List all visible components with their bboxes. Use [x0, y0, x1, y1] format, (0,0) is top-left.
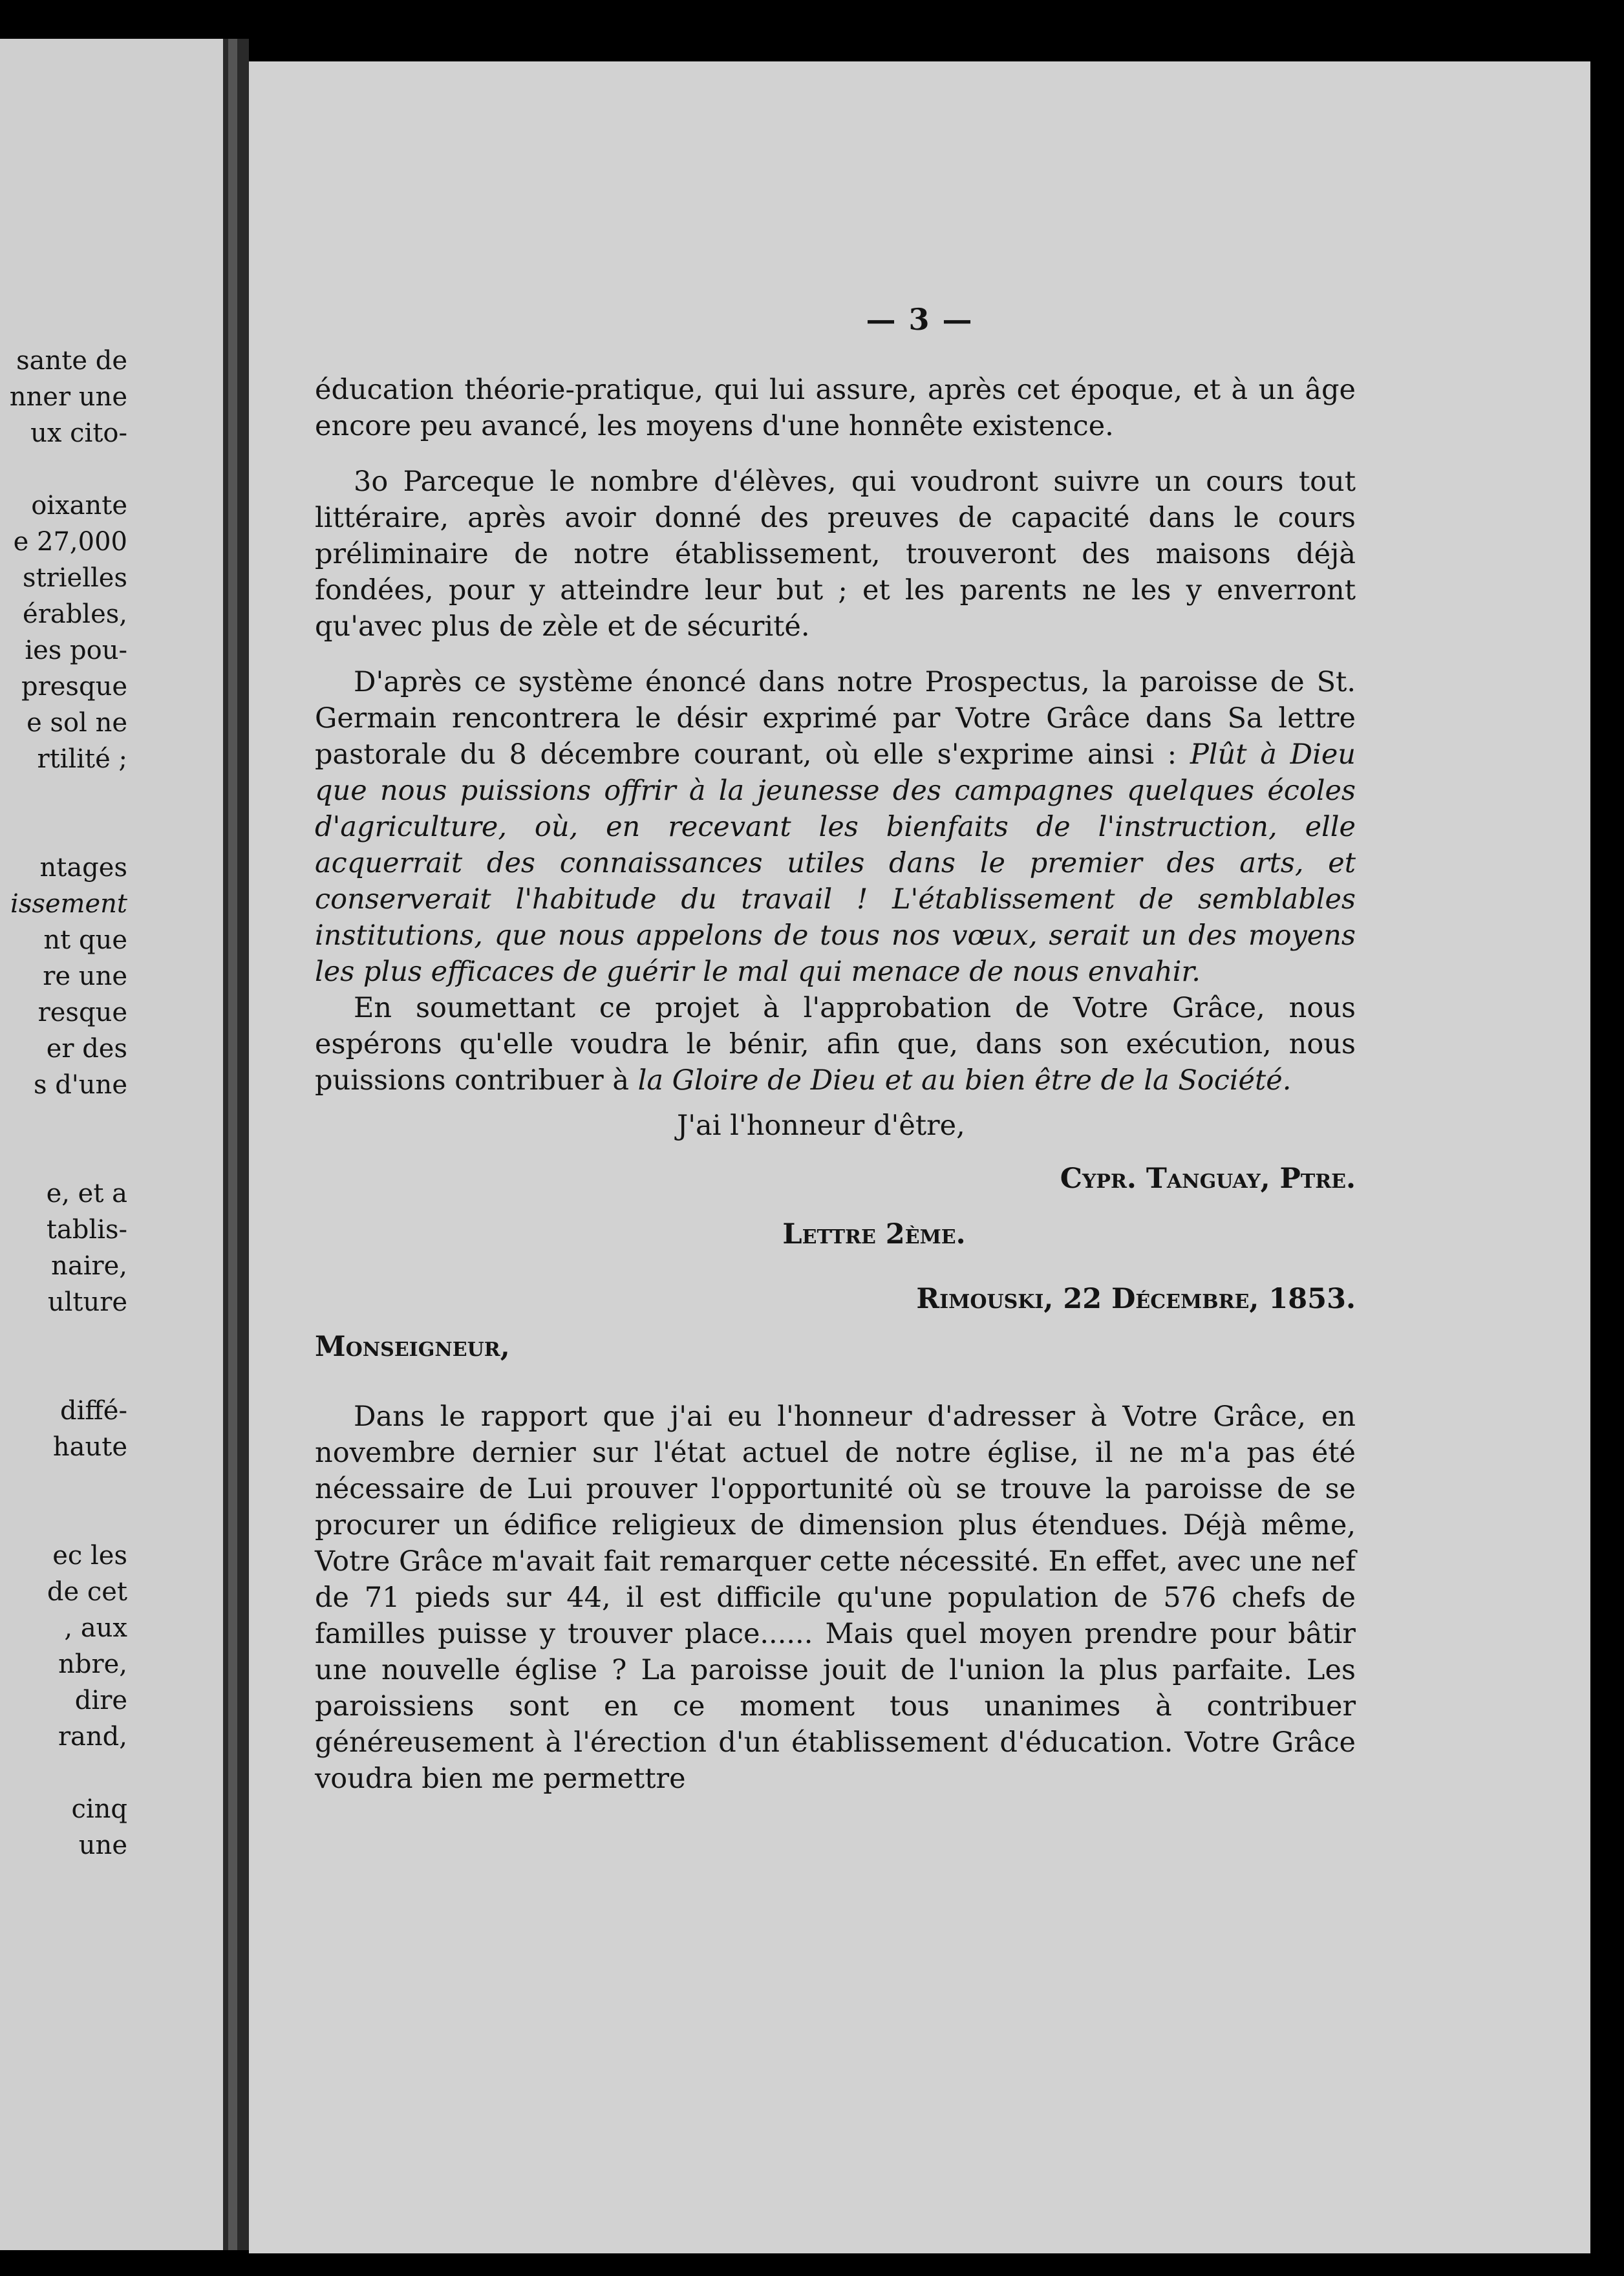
left-page-line: érables,	[23, 599, 127, 629]
dateline-text: Rimouski, 22 Décembre, 1853.	[916, 1283, 1356, 1315]
left-page-line	[0, 1501, 127, 1538]
letter-heading	[315, 1216, 1356, 1252]
paragraph-point-3: 3o Parceque le nombre d'élèves, qui voudront suivre un cours tout littéraire, après avoir donné des preuves de capacité dans le cours préliminaire de notre établissement, trouveront des maisons déjà fondées, pour y atteindre leur but ; et les parents ne les y enverront qu'avec plus de zèle et de sécurité.	[315, 466, 1356, 643]
left-page-line	[0, 777, 127, 813]
left-page-line: ec les	[52, 1541, 127, 1571]
book-gutter	[223, 39, 249, 2250]
signature	[315, 1161, 1356, 1197]
pastoral-letter-quote: Plût à Dieu que nous puissions offrir à la jeunesse des campagnes quelques écoles d'agriculture, où, en recevant les bienfaits de l'instruction, elle acquerrait des connaissances utiles dans le premier des arts, et conserverait l'habitude du travail ! L'établissement de semblables institutions, que nous appelons de tous nos vœux, serait un des moyens les plus efficaces de guérir le mal qui menace de nous envahir.	[315, 738, 1356, 988]
left-page-line: haute	[52, 1432, 127, 1462]
left-page-line: rand,	[58, 1722, 127, 1752]
page-body	[315, 372, 1356, 1797]
left-page-line: cinq	[71, 1794, 127, 1824]
left-page-fragment	[0, 39, 223, 2250]
prospectus-text: D'après ce système énoncé dans notre Prospectus, la paroisse de St. Germain rencontrera le désir exprimé par Votre Grâce dans Sa lettre pastorale du 8 décembre courant, où elle s'exprime ainsi :	[315, 666, 1356, 771]
left-page-line: nt que	[43, 925, 127, 955]
left-page-line	[0, 451, 127, 488]
salutation-text: Monseigneur,	[315, 1331, 510, 1363]
paragraph-church-report: Dans le rapport que j'ai eu l'honneur d'adresser à Votre Grâce, en novembre dernier sur l'état actuel de notre église, il ne m'a pas été nécessaire de Lui prouver l'opportunité où se trouve la paroisse de se procurer un édifice religieux de dimension plus étendues. Déjà même, Votre Grâce m'avait fait remarquer cette nécessité. En effet, avec une nef de 71 pieds sur 44, il est difficile qu'une population de 576 chefs de familles puisse y trouver place...... Mais quel moyen prendre pour bâtir une nouvelle église ? La paroisse jouit de l'union la plus parfaite. Les paroissiens sont en ce moment tous unanimes à contribuer généreusement à l'érection d'un établissement d'éducation. Votre Grâce voudra bien me permettre	[315, 1401, 1356, 1795]
left-page-line: rtilité ;	[37, 744, 127, 774]
left-page-line: resque	[37, 998, 127, 1027]
dateline	[315, 1281, 1356, 1317]
paragraph-prospectus	[315, 664, 1356, 990]
letter-heading-text: Lettre 2ème.	[782, 1218, 966, 1251]
main-page	[249, 61, 1590, 2253]
left-page-line: presque	[21, 672, 127, 702]
left-page-line	[0, 1357, 127, 1393]
left-page-line: issement	[10, 889, 127, 919]
approval-quote: la Gloire de Dieu et au bien être de la Société.	[637, 1064, 1292, 1097]
left-page-line: ux cito-	[30, 418, 127, 448]
left-page-line	[0, 813, 127, 850]
left-page-line	[0, 1103, 127, 1139]
closing-line: J'ai l'honneur d'être,	[677, 1110, 965, 1142]
left-page-line: naire,	[51, 1251, 127, 1281]
left-page-line: sante de	[16, 346, 127, 376]
left-page-line	[0, 1139, 127, 1176]
left-page-line	[0, 1755, 127, 1791]
left-page-line: , aux	[64, 1613, 127, 1643]
paragraph-continuation: éducation théorie-pratique, qui lui assure, après cet époque, et à un âge encore peu avancé, les moyens d'une honnête existence.	[315, 374, 1356, 442]
left-page-line: diffé-	[59, 1396, 127, 1426]
left-page-line: s d'une	[33, 1070, 127, 1100]
left-page-line: oixante	[31, 491, 127, 521]
left-page-line	[0, 1320, 127, 1357]
left-page-line: nbre,	[58, 1649, 127, 1679]
left-page-line: e 27,000	[13, 527, 127, 557]
left-page-line: ulture	[47, 1287, 127, 1317]
left-page-line: strielles	[23, 563, 127, 593]
page-number: — 3 —	[866, 302, 974, 337]
left-page-line	[0, 1465, 127, 1501]
left-page-line: une	[78, 1830, 127, 1860]
left-page-line: ies pou-	[25, 636, 127, 665]
signature-text: Cypr. Tanguay, Ptre.	[1060, 1163, 1356, 1195]
left-page-line: ntages	[39, 853, 127, 883]
salutation	[315, 1329, 1356, 1365]
approval-text: En soumettant ce projet à l'approbation de Votre Grâce, nous espérons qu'elle voudra le bénir, afin que, dans son exécution, nous puissions contribuer à	[315, 992, 1356, 1097]
left-page-line: nner une	[9, 382, 127, 412]
left-page-line: e, et a	[46, 1179, 127, 1208]
paragraph-approval	[315, 990, 1356, 1099]
left-page-line: tablis-	[46, 1215, 127, 1245]
left-page-line: de cet	[47, 1577, 127, 1607]
left-page-line: dire	[74, 1686, 127, 1715]
left-page-line: re une	[43, 961, 127, 991]
left-page-line: e sol ne	[27, 708, 127, 738]
left-page-text	[0, 343, 223, 1863]
left-page-line: er des	[46, 1034, 127, 1064]
